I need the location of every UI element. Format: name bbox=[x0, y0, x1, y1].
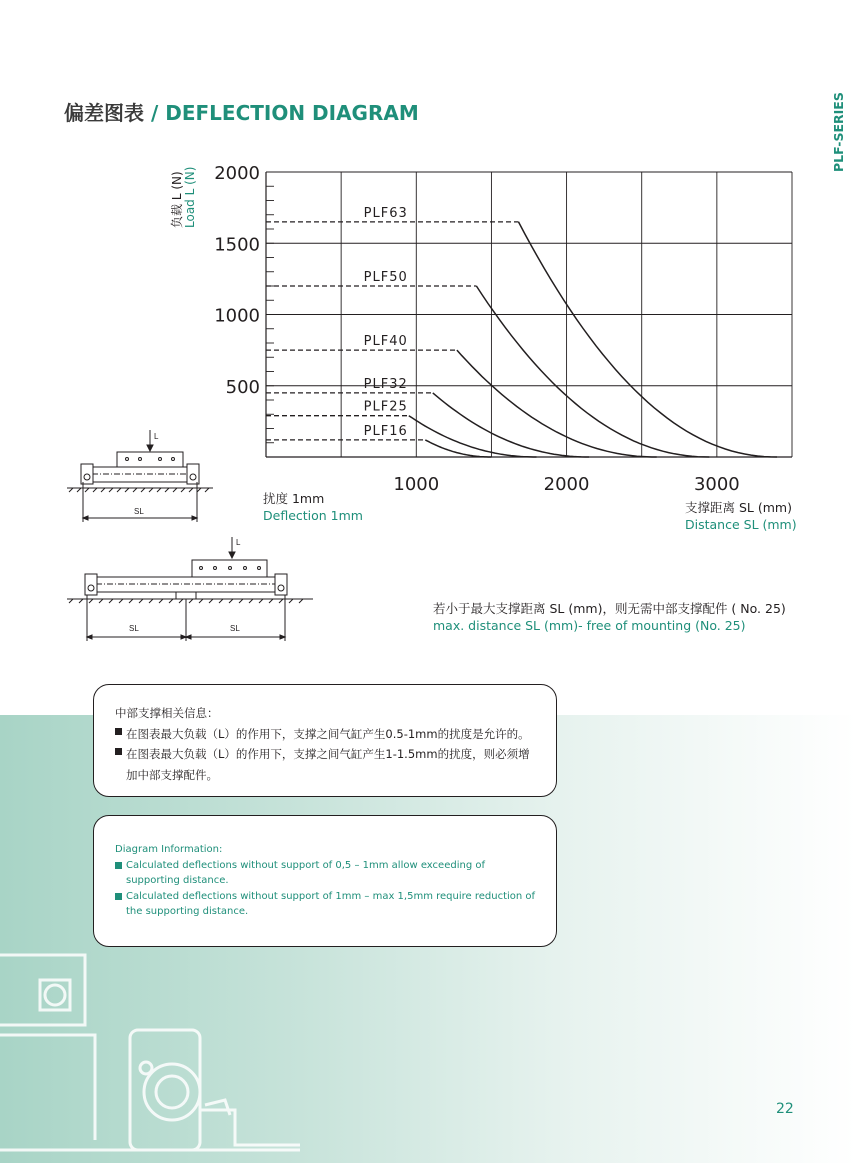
info-cn-heading: 中部支撑相关信息： bbox=[115, 706, 219, 720]
info-cn-bullet-1-text: 在图表最大负载（L）的作用下，支撑之间气缸产生0.5-1mm的扰度是允许的。 bbox=[126, 726, 530, 741]
y-label-cn: 负载 L (N) bbox=[170, 171, 184, 228]
page-number: 22 bbox=[776, 1101, 794, 1117]
series-curve-plf63 bbox=[519, 222, 778, 457]
info-en-bullet-2 bbox=[115, 889, 536, 920]
y-tick-label: 2000 bbox=[214, 163, 260, 184]
page-title bbox=[64, 97, 419, 126]
series-label-plf40: PLF40 bbox=[363, 334, 408, 350]
series-curve-plf40 bbox=[457, 350, 657, 457]
title-cn: 偏差图表 bbox=[64, 101, 144, 125]
info-box-cn bbox=[93, 684, 557, 797]
info-box-en bbox=[93, 815, 557, 947]
side-label-text: PLF-SERIES bbox=[831, 92, 846, 172]
series-label-plf25: PLF25 bbox=[363, 399, 408, 415]
deflection-label-en: Deflection 1mm bbox=[263, 508, 363, 523]
x-tick-label: 1000 bbox=[393, 474, 440, 495]
carriage-block-2 bbox=[192, 560, 267, 577]
title-en: DEFLECTION DIAGRAM bbox=[165, 101, 419, 125]
info-cn-bullet-1 bbox=[115, 724, 536, 745]
info-en-bullet-2-text: Calculated deflections without support of 1mm – max 1,5mm require reduction of the supporting distance. bbox=[126, 890, 536, 917]
x-tick-label: 3000 bbox=[693, 474, 740, 495]
series-label-plf16: PLF16 bbox=[363, 423, 408, 439]
load-label: L bbox=[154, 432, 159, 441]
double-support-diagram bbox=[65, 535, 315, 645]
mounting-note-en: max. distance SL (mm)- free of mounting (No. 25) bbox=[433, 618, 746, 633]
info-en-heading: Diagram Information: bbox=[115, 844, 223, 855]
info-en-bullet-1-text: Calculated deflections without support of 0,5 – 1mm allow exceeding of supporting distance. bbox=[126, 859, 485, 886]
mounting-note-cn: 若小于最大支撑距离 SL (mm)，则无需中部支撑配件 ( No. 25) bbox=[433, 601, 786, 616]
x-label-cn: 支撑距离 SL (mm) bbox=[685, 500, 792, 515]
y-label-en: Load L (N) bbox=[183, 166, 197, 228]
series-curve-plf50 bbox=[476, 286, 709, 457]
series-label-plf32: PLF32 bbox=[363, 376, 408, 392]
info-cn-bullet-2 bbox=[115, 744, 536, 785]
x-axis-label bbox=[685, 499, 797, 533]
series-label-plf50: PLF50 bbox=[363, 270, 408, 285]
info-en-bullet-1 bbox=[115, 858, 536, 889]
series-label-plf63: PLF63 bbox=[363, 205, 408, 221]
bullet-square bbox=[115, 893, 122, 900]
bullet-square bbox=[115, 748, 122, 755]
bullet-square bbox=[115, 728, 122, 735]
single-support-diagram bbox=[65, 428, 215, 523]
x-label-en: Distance SL (mm) bbox=[685, 517, 797, 532]
load-label-2: L bbox=[236, 538, 241, 547]
title-separator: / bbox=[144, 101, 166, 125]
x-tick-label: 2000 bbox=[543, 474, 590, 495]
y-tick-label: 1000 bbox=[214, 305, 260, 327]
y-tick-label: 1500 bbox=[214, 234, 260, 256]
span-label: SL bbox=[134, 507, 144, 516]
deflection-label bbox=[263, 490, 363, 524]
bullet-square bbox=[115, 862, 122, 869]
deflection-chart bbox=[160, 155, 820, 500]
y-tick-label: 500 bbox=[225, 376, 260, 398]
background-machine-illustration bbox=[0, 940, 300, 1163]
deflection-label-cn: 扰度 1mm bbox=[263, 491, 325, 506]
info-cn-bullet-2-text: 在图表最大负载（L）的作用下，支撑之间气缸产生1-1.5mm的扰度，则必须增加中部支撑配件。 bbox=[126, 747, 530, 782]
span-label-right: SL bbox=[230, 624, 240, 633]
carriage-block bbox=[117, 452, 183, 467]
span-label-left: SL bbox=[129, 624, 139, 633]
mounting-note bbox=[433, 600, 786, 634]
